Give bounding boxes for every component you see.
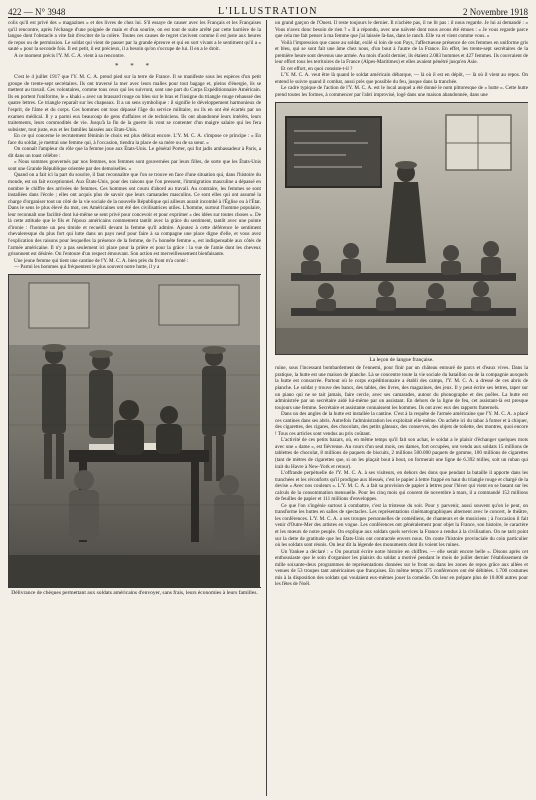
french-lesson-illustration xyxy=(275,102,528,355)
figure-caption: Délivrance de chèques permettant aux soldats américains d'envoyer, sans frais, leurs économies à leurs familles. xyxy=(11,589,258,596)
article-paragraph: — Parmi les hommes qui fréquentent le plus souvent notre hutte, il y a xyxy=(14,264,160,271)
article-paragraph: L'Y. M. C. A. veut être là quand le soldat américain débarque, — là où il est en dépôt, — là où il vient au repos. On entend le suivre quand il combat, aussi près que possible du feu, jusque dans la tranchée. xyxy=(275,72,528,85)
right-column xyxy=(275,20,528,796)
article-paragraph: Quand on a fait ici la part du sourire, il faut reconnaître que l'on se trouve en face d'une situation qui, dans l'histoire du monde, est un fait exceptionnel. Aux États-Unis, pour des raisons que l'on pressent, l'immigration masculine a dépassé en nombre le chiffre des arrivées de femmes. Ces hommes ont couru d'abord au travail. Au contraire, les femmes se sont installées dans l'école ; elles ont acquis plus de savoir que leurs camarades masculins. Ce sont elles qui ont assumé la charge d'organiser tout un côté de la vie sociale de la nouvelle République qui ailleurs aurait incombé à l'Église ou à l'État. Dans le sens le plus élevé du mot, ces Américaines ont été des civilisatrices utiles. L'homme, surtout l'homme populaire, leur reconnaît une facilité dont lui-même se sent privé pour concevoir et pour exprimer « des idées sur toutes choses ». De là cette attitude que le fils et l'époux américains commentent tantôt avec la grâce du sentiment, tantôt avec une pointe d'ironie : l'homme un peu timide et recueilli devant la femme qu'il admire. Ajoutez à cette déférence le sentiment chevaleresque du plus fort qui lutte dans un pays neuf pour faire à sa compagne une place digne d'elle, et vous avez l'explication des raisons pour lesquelles la présence de la femme, de l'« honnête femme », est indispensable aux côtés de l'armée américaine. Il n'y a pas seulement ici place pour la prière et pour la grâce : la vue de l'amie dont les cheveux grisonnent est désirée. On l'entoure d'un respect émouvant. Son action est merveilleusement bienfaisante. xyxy=(8,172,261,258)
article-paragraph: Un Yankee a déclaré : « On pourrait écrire notre histoire en chiffres. — elle serait encore belle ». Disons après cet enthousiaste que le soin d'organiser les plaisirs du soldat a motivé pendant le mois de juillet dernier l'établissement de mille soixante-deux programmes de représentations données sur le front ou dans les zones de repos grâce aux allées et venues de 53 troupes tant américaines que françaises. En même temps 375 conférences ont été débitées. 1.700 costumes mis à la disposition des soldats qui voulaient eux-mêmes jouer la comédie. On leur en prépare plus de 10.000 autres pour les fêtes de Noël. xyxy=(275,548,528,588)
column-divider xyxy=(266,20,267,796)
article-paragraph: En ce qui concerne le recrutement féminin le choix est plus délicat encore. L'Y. M. C. A. s'impose ce principe : « En face du soldat, je mettrai une femme qui, à l'occasion, tiendra la place de sa mère ou de sa sœur. » xyxy=(8,133,261,146)
article-paragraph: L'activité de ces petits bazars, où, en même temps qu'il fait son achat, le soldat a le plaisir d'échanger quelques mots avec une « dame », est fiévreuse. Au cours d'un seul mois, ces dames, fort occupées, ont vendu aux soldats 15 millions de tablettes de chocolat, 8 millions de paquets de biscuits, 2 millions 500.000 paquets de gomme, 100 millions de cigarettes (tant de mètres de cigarettes que, si on les plaçait bout à bout, on formerait une ligne de 6.392 milles, soit un ruban qui irait du Havre à New-York et retour). xyxy=(275,437,528,470)
article-paragraph: Et cet effort, en quoi consiste-t-il ? xyxy=(281,65,353,72)
article-paragraph: Une jeune femme qui tient une cantine de l'Y. M. C. A. bien près du front m'a conté : xyxy=(14,257,189,264)
article-paragraph: A ce moment précis l'Y. M. C. A. vient à sa rencontre. xyxy=(14,52,125,59)
article-paragraph: On connaît l'ampleur du rôle que la femme joue aux États-Unis. Le général Porter, qui fut jadis ambassadeur à Paris, a dit dans un toast célèbre : xyxy=(8,146,261,159)
cheque-desk-illustration xyxy=(8,274,261,588)
article-paragraph: Ce que l'on s'ingénie surtout à combattre, c'est la tristesse du soir. Pour y parvenir, aussi souvent qu'on le peut, on transforme les huttes en salles de spectacles. Les représentations cinématographiques alternent avec le concert, le théâtre, les conférences. L'Y. M. C. A. a ses troupes personnelles de comédiens, de chanteurs et de musiciens ; à l'occasion il fait venir d'Outre-Mer des artistes en vogue. Les conférences ont généralement pour objet la France, son histoire, le caractère et les mœurs de notre peuple. On explique aux soldats quels services la France a rendus à la civilisation. On ne tarit point sur la dette de gratitude que les États-Unis ont contractée envers nous. On conte l'histoire provinciale du coin particulier où les soldats sont réunis. On leur dit la légende des monuments dont ils voient les ruines. xyxy=(275,502,528,549)
article-paragraph: C'est le 4 juillet 1917 que l'Y. M. C. A. prend pied sur la terre de France. Il se manifeste sous les espèces d'un petit groupe de trente-sept secrétaires. Ils ont traversé la mer avec leurs malles pour tout bagage et, pleins d'énergie, ils se mettent au travail. Ces volontaires, comme tous ceux qui les suivront, sont une part du Corps Expéditionnaire Américain. Ils en portent l'uniforme, le « khaki » avec un brassard rouge ou bleu sur le bras et l'insigne du triangle rouge rehaussé des quatre lettres. Ce triangle reparaît sur les chapeaux. Il a un sens symbolique : il signifie le développement harmonieux de l'esprit, de l'âme et du corps. Ces hommes ont tous dépassé l'âge du service militaire, ou ils en ont été écartés par un examen médical. Il y a parmi eux beaucoup de gens d'affaires et de techniciens. Ils ont abandonné leurs intérêts, leurs traitements, leurs commodités de vie. Jusqu'à la fin de la guerre ils vont se contenter d'un maigre salaire qui les fera subsister, tout juste, eux et les familles laissées aux Etats-Unis. xyxy=(8,74,261,133)
article-paragraph: Le cadre typique de l'action de l'Y. M. C. A. est le local auquel a été donné le nom pittoresque de « hutte ». Cette hutte prend toutes les formes, à commencer par l'abri improvisé, logé dans une maison abandonnée, dans une xyxy=(275,85,528,99)
article-paragraph: un grand garçon de l'Ouest. Il reste toujours le dernier. Il n'achète pas, il ne lit pas : il nous regarde. Je lui ai demandé : « Vous n'avez donc besoin de rien ? » Il a répondu, avec une naïveté dont nous avons été émues : « Je vous regarde parce que cela me fait penser à ma femme que j'ai laissée là-bas, dans le ranch. Elle va et vient comme vous. » xyxy=(275,20,528,40)
journal-title: L'ILLUSTRATION xyxy=(217,6,318,17)
issue-date: 2 Novembre 1918 xyxy=(463,7,528,17)
article-paragraph: ruine, sous l'incessant bombardement de l'ennemi, pour finir par un château entouré de parcs et d'eaux vives. Dans la pratique, la hutte est une maison de planche. Là se concentre toute la vie sociale du bataillon ou de la compagnie auxquels la hutte est consacrée. Partout où le corps expéditionnaire a établi des camps, l'Y. M. C. A. a dressé de ces abris de planche. Le soldat y trouve des bancs, des tables, des livres, des magazines, des jeux. Il y peut écrire ses lettres, taper sur un piano qui ne se tait jamais, faire cercle, avec ses camarades, autour du phonographe et des poêles. La hutte est administrée par un secrétaire aidé lui-même par un assistant. En dehors de la ligne de feu, cet assistant-là est presque toujours une femme. Secrétaire et assistante connaissent les hommes. Ils ont avec eux des rapports fraternels. xyxy=(275,365,528,411)
article-paragraph: colis qu'il est privé des « magazines » et des livres de chez lui. S'il essaye de causer avec les Français et les Françaises qu'il rencontre, après l'échange d'une poignée de main et d'un sourire, on est tout de suite arrêté par cette barrière de la langue dont l'obstacle a vite fait d'exciter de la colère. Toutes ces causes de regret s'avivent comme il est juste aux heures de repos ou de permission. Le soldat qui vient de passer par la grande épreuve et qui en sort vivant a le sentiment qu'il a « sauté » pour la seconde fois. Il est petit, il est précieux, il a besoin qu'on s'occupe de lui. Il en a le droit. xyxy=(8,20,261,53)
page-number: 422 — N° 3948 xyxy=(8,7,66,17)
figure-cheques xyxy=(8,274,261,597)
section-separator: * * * xyxy=(115,62,154,71)
article-paragraph: Dans un des angles de la hutte est installée la cantine. C'est à la requête de l'armée américaine que l'Y. M. C. A. a placé ces cantines dans ses abris. Autrefois l'administration les exploitait elle-même. On achète ici du tabac à fumer et à chiquer, des cigarettes, des cigares, des chocolats, des petits gâteaux, des conserves, des objets de toilette, des montres, quoi encore ! Tous ces articles sont vendus au prix coûtant. xyxy=(275,411,528,437)
left-column xyxy=(8,20,261,796)
page-header xyxy=(8,3,528,18)
figure-french-lesson xyxy=(275,102,528,364)
article-paragraph: Voilà l'impression que cause au soldat, exilé si loin de son Pays, l'affectueuse présence de ces femmes en uniforme gris et bleu, qui se sont fait une âme chez nous, d'un bout à l'autre de la France. En effet, les trente-sept secrétaires de la première heure sont devenus une armée. Au mois d'août dernier, ils étaient 2.083 hommes et 427 femmes. Ils couvraient de leur effort tous les territoires de la France (Alpes-Maritimes) et elles avaient pénétré jusqu'en Asie. xyxy=(275,39,528,66)
figure-caption: La leçon de langue française. xyxy=(369,356,434,363)
article-paragraph: « Nous sommes gouvernés par nos femmes, nos femmes sont gouvernées par leurs filles, de sorte que les États-Unis sont une Grande République orientée par des demoiselles. » xyxy=(8,159,261,172)
article-paragraph: L'offrande perpétuelle de l'Y. M. C. A. à ses visiteurs, en dehors des dons que pendant la bataille il apporte dans les tranchées et les réconforts qu'il prodigue aux blessés, c'est le papier à lettre frappé en haut du triangle rouge et chargé de la devise « Avec nos couleurs ». L'Y. M. C. A. a fait sa provision de papier à lettres pour l'hiver qui vient en se basant sur les calculs de la consommation mensuelle. Pour les cinq mois qui courent de novembre à mars, il a commandé 152 millions de feuilles de papier et 111 millions d'enveloppes. xyxy=(275,470,528,503)
